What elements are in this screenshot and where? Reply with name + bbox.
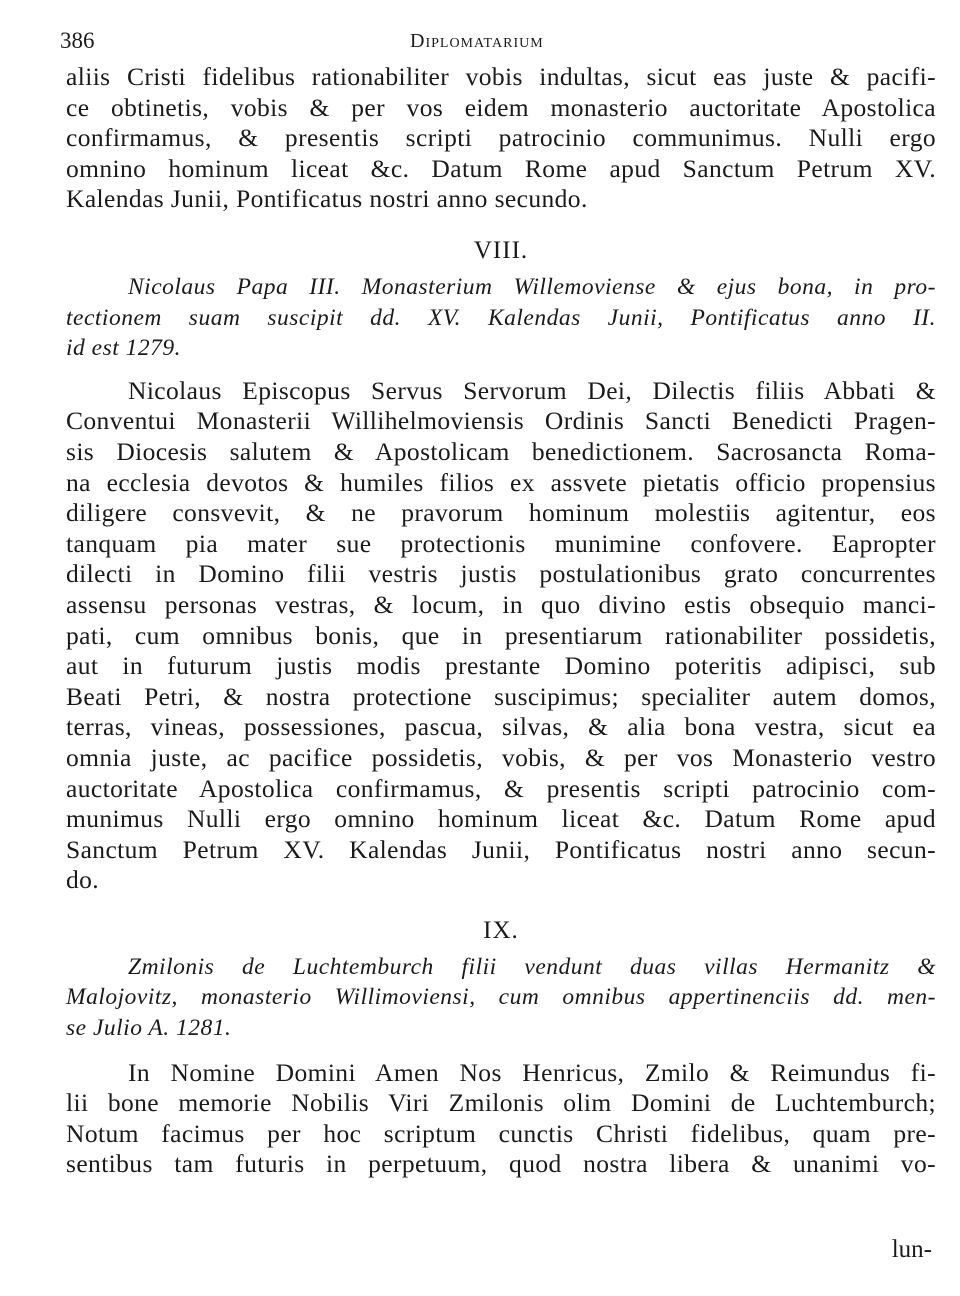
text-line: diligere consvevit, & ne pravorum hominum molestiis agitentur, eos (66, 498, 936, 528)
text-line: pati, cum omnibus bonis, que in presentiarum rationabiliter possidetis, (66, 620, 936, 650)
section-ix-summary (66, 952, 936, 1044)
catchword: lun- (891, 1236, 932, 1263)
text-line: lii bone memorie Nobilis Viri Zmilonis olim Domini de Luchtemburch; (66, 1088, 936, 1118)
text-line: Kalendas Junii, Pontificatus nostri anno secundo. (66, 184, 588, 214)
text-line: assensu personas vestras, & locum, in quo divino estis obsequio manci- (66, 589, 936, 619)
section-number-viii: VIII. (473, 237, 529, 264)
running-title: Diplomatarium (410, 30, 544, 52)
section-number-ix: IX. (483, 916, 519, 944)
text-line: sis Diocesis salutem & Apostolicam benedictionem. Sacrosancta Roma- (66, 436, 936, 466)
text-line: Conventui Monasterii Willihelmoviensis Ordinis Sancti Benedicti Pragen- (66, 406, 936, 436)
summary-line: Malojovitz, monasterio Willimoviensi, cum omnibus appertinenciis dd. men- (66, 984, 936, 1011)
text-line: auctoritate Apostolica confirmamus, & presentis scripti patrocinio com- (66, 773, 936, 803)
text-line: terras, vineas, possessiones, pascua, silvas, & alia bona vestra, sicut ea (66, 712, 936, 742)
text-line: dilecti in Domino filii vestris justis postulationibus grato concurrentes (66, 559, 936, 589)
text-line: sentibus tam futuris in perpetuum, quod nostra libera & unanimi vo- (66, 1149, 936, 1179)
text-line: Sanctum Petrum XV. Kalendas Junii, Pontificatus nostri anno secun- (66, 834, 936, 864)
text-line: omnia juste, ac pacifice possidetis, vobis, & per vos Monasterio vestro (66, 742, 936, 772)
text-line: na ecclesia devotos & humiles filios ex assvete pietatis officio propensius (66, 467, 936, 497)
page-number: 386 (60, 28, 95, 53)
summary-line: tectionem suam suscipit dd. XV. Kalendas Junii, Pontificatus anno II. (66, 304, 936, 331)
summary-line: Zmilonis de Luchtemburch filii vendunt duas villas Hermanitz & (128, 953, 936, 980)
text-line: do. (66, 865, 100, 895)
summary-line: id est 1279. (66, 335, 182, 362)
text-line: confirmamus, & presentis scripti patrocinio communimus. Nulli ergo (66, 123, 936, 153)
continuation-text (66, 62, 936, 216)
section-ix-text (66, 1058, 936, 1180)
section-viii-summary (66, 272, 936, 364)
text-line: aut in futurum justis modis prestante Domino poteritis adipisci, sub (66, 651, 936, 681)
summary-line: Nicolaus Papa III. Monasterium Willemoviense & ejus bona, in pro- (128, 274, 936, 300)
text-line: ce obtinetis, vobis & per vos eidem monasterio auctoritate Apostolica (66, 92, 936, 122)
page-header (60, 22, 936, 62)
text-line: Beati Petri, & nostra protectione suscipimus; specialiter autem domos, (66, 681, 936, 711)
text-line: omnino hominum liceat &c. Datum Rome apud Sanctum Petrum XV. (66, 153, 936, 183)
text-line: Notum facimus per hoc scriptum cunctis Christi fidelibus, quam pre- (66, 1118, 936, 1148)
section-viii-text (66, 376, 936, 896)
text-line: Nicolaus Episcopus Servus Servorum Dei, Dilectis filiis Abbati & (128, 375, 936, 405)
text-line: In Nomine Domini Amen Nos Henricus, Zmilo & Reimundus fi- (128, 1057, 936, 1087)
text-line: tanquam pia mater sue protectionis munimine confovere. Eapropter (66, 528, 936, 558)
text-line: munimus Nulli ergo omnino hominum liceat &c. Datum Rome apud (66, 804, 936, 834)
summary-line: se Julio A. 1281. (66, 1015, 232, 1042)
text-line: aliis Cristi fidelibus rationabiliter vobis indultas, sicut eas juste & pacifi- (66, 62, 936, 91)
